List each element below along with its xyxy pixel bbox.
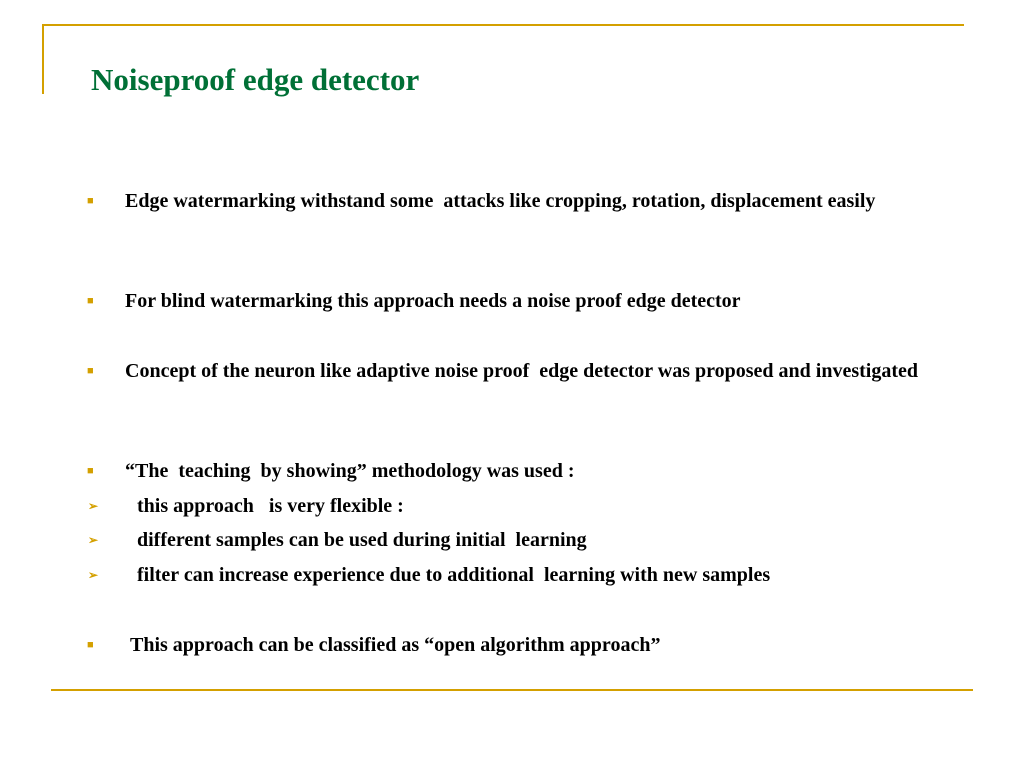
sub-bullet-item [88,491,937,522]
bullet-text: For blind watermarking this approach needs a noise proof edge detector [125,290,741,312]
frame-bottom-rule [51,689,973,691]
bullet-item [87,356,925,387]
square-bullet-icon: ■ [87,639,94,651]
sub-bullet-item [88,560,977,591]
sub-bullet-item [88,525,937,556]
bullet-item [87,630,925,661]
square-bullet-icon: ■ [87,195,94,207]
square-bullet-icon: ■ [87,295,94,307]
square-bullet-icon: ■ [87,365,94,377]
slide-title: Noiseproof edge detector [91,62,420,97]
bullet-item [87,456,925,487]
bullet-text: different samples can be used during initial learning [137,529,587,551]
bullet-item [87,186,925,217]
square-bullet-icon: ■ [87,465,94,477]
arrow-bullet-icon: ➢ [88,533,99,547]
bullet-item [87,286,965,317]
arrow-bullet-icon: ➢ [88,568,99,582]
bullet-text: Concept of the neuron like adaptive noise proof edge detector was proposed and investigated [125,360,918,382]
bullet-text: This approach can be classified as “open algorithm approach” [125,634,661,656]
bullet-text: “The teaching by showing” methodology was used : [125,460,575,482]
bullet-text: Edge watermarking withstand some attacks like cropping, rotation, displacement easily [125,190,876,212]
bullet-text: this approach is very flexible : [137,495,404,517]
arrow-bullet-icon: ➢ [88,499,99,513]
bullet-text: filter can increase experience due to additional learning with new samples [137,564,771,586]
